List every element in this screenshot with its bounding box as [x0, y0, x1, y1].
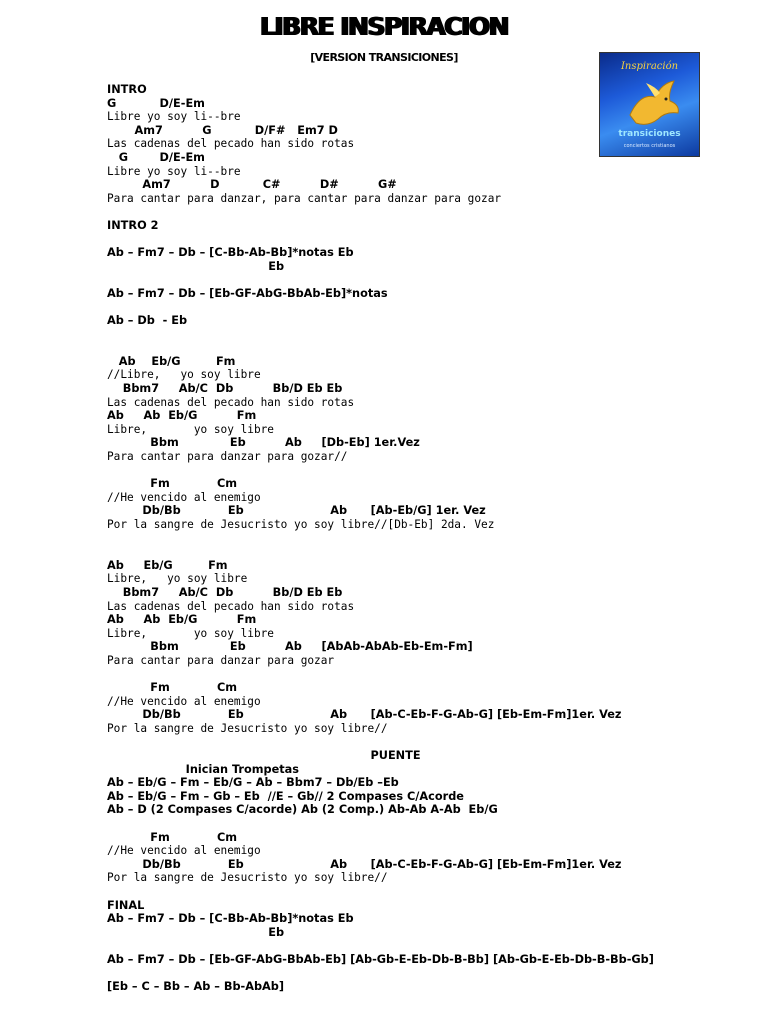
cover-title: Inspiración [620, 61, 679, 72]
lyric-line: Las cadenas del pecado han sido rotas [107, 395, 355, 409]
chord-line: Ab – Fm7 – Db – [C-Bb-Ab-Bb]*notas Eb [107, 912, 354, 926]
blank-line [107, 885, 654, 899]
blank-line [107, 464, 654, 478]
blank-line [107, 736, 654, 750]
cover-subtitle: transiciones [618, 129, 681, 139]
chord-line: Fm Cm [107, 830, 238, 844]
chord-line: Am7 D C# D# G# [107, 178, 397, 192]
blank-line [107, 532, 654, 546]
chord-line: Ab Ab Eb/G Fm [107, 409, 257, 423]
blank-line [107, 668, 654, 682]
lyric-line: //He vencido al enemigo [107, 490, 261, 504]
chord-line: Ab Eb/G Fm [107, 558, 228, 572]
blank-line [107, 967, 654, 981]
chord-line: Eb [107, 259, 285, 273]
chord-line: Ab – Db - Eb [107, 314, 188, 328]
blank-line [107, 273, 654, 287]
lyric-line: Para cantar para danzar para gozar [107, 653, 335, 667]
chord-line: Ab – D (2 Compases C/acorde) Ab (2 Comp.) Ab-Ab A-Ab Eb/G [107, 803, 498, 817]
chord-line: Fm Cm [107, 681, 238, 695]
blank-line [107, 301, 654, 315]
chord-sheet [107, 83, 654, 994]
chord-line: Bbm Eb Ab [AbAb-AbAb-Eb-Em-Fm] [107, 640, 473, 654]
lyric-line: Libre, yo soy libre [107, 572, 248, 586]
lyric-line: Para cantar para danzar, para cantar para danzar para gozar [107, 191, 502, 205]
chord-line: PUENTE [107, 749, 421, 763]
lyric-line: //He vencido al enemigo [107, 694, 261, 708]
chord-line: Eb [107, 925, 285, 939]
blank-line [107, 233, 654, 247]
chord-line: Ab – Eb/G – Fm – Eb/G – Ab – Bbm7 – Db/Eb –Eb [107, 776, 399, 790]
lyric-line: Por la sangre de Jesucristo yo soy libre//[Db-Eb] 2da. Vez [107, 518, 495, 531]
lyric-line: //He vencido al enemigo [107, 844, 261, 858]
chord-line: FINAL [107, 898, 145, 912]
lyric-line: Por la sangre de Jesucristo yo soy libre// [107, 871, 388, 885]
chord-line: Am7 G D/F# Em7 D [107, 123, 338, 137]
blank-line [107, 545, 654, 559]
chord-line: Ab – Fm7 – Db – [Eb-GF-AbG-BbAb-Eb]*notas [107, 286, 388, 300]
blank-line [107, 817, 654, 831]
lyric-line: Libre yo soy li--bre [107, 164, 241, 178]
blank-line [107, 328, 654, 342]
chord-line: Bbm7 Ab/C Db Bb/D Eb Eb [107, 585, 343, 599]
chord-line: Bbm Eb Ab [Db-Eb] 1er.Vez [107, 436, 420, 450]
chord-line: G D/E-Em [107, 96, 205, 110]
chord-line: Db/Bb Eb Ab [Ab-Eb/G] 1er. Vez [107, 504, 486, 518]
lyric-line: Libre yo soy li--bre [107, 110, 241, 124]
chord-line: Db/Bb Eb Ab [Ab-C-Eb-F-G-Ab-G] [Eb-Em-Fm]1er. Vez [107, 857, 622, 871]
chord-line: Ab – Fm7 – Db – [C-Bb-Ab-Bb]*notas Eb [107, 246, 354, 260]
lyric-line: Las cadenas del pecado han sido rotas [107, 599, 355, 613]
chord-line: INTRO 2 [107, 218, 159, 232]
page-subtitle: [VERSION TRANSICIONES] [310, 51, 458, 64]
chord-line: Ab Eb/G Fm [107, 354, 236, 368]
blank-line [107, 939, 654, 953]
blank-line [107, 341, 654, 355]
lyric-line: Para cantar para danzar para gozar// [107, 450, 348, 464]
chord-line: [Eb – C – Bb – Ab – Bb-AbAb] [107, 980, 285, 994]
chord-line: Ab – Eb/G – Fm – Gb – Eb //E – Gb// 2 Compases C/Acorde [107, 789, 464, 803]
chord-line: Ab Ab Eb/G Fm [107, 613, 257, 627]
chord-line: Ab – Fm7 – Db – [Eb-GF-AbG-BbAb-Eb] [Ab-Gb-E-Eb-Db-B-Bb] [Ab-Gb-E-Eb-Db-B-Bb-Gb] [107, 953, 654, 966]
page-title: LIBRE INSPIRACION [259, 12, 509, 41]
lyric-line: Libre, yo soy libre [107, 422, 274, 436]
chord-line: INTRO [107, 83, 147, 96]
lyric-line: //Libre, yo soy libre [107, 368, 261, 382]
lyric-line: Las cadenas del pecado han sido rotas [107, 137, 355, 151]
chord-line: Inician Trompetas [107, 762, 300, 776]
chord-line: G D/E-Em [107, 150, 205, 164]
lyric-line: Libre, yo soy libre [107, 626, 274, 640]
chord-line: Db/Bb Eb Ab [Ab-C-Eb-F-G-Ab-G] [Eb-Em-Fm]1er. Vez [107, 708, 622, 722]
cover-caption: conciertos cristianos [623, 143, 676, 149]
chord-line: Bbm7 Ab/C Db Bb/D Eb Eb [107, 382, 343, 396]
lyric-line: Por la sangre de Jesucristo yo soy libre// [107, 721, 388, 735]
blank-line [107, 205, 654, 219]
chord-line: Fm Cm [107, 477, 238, 491]
